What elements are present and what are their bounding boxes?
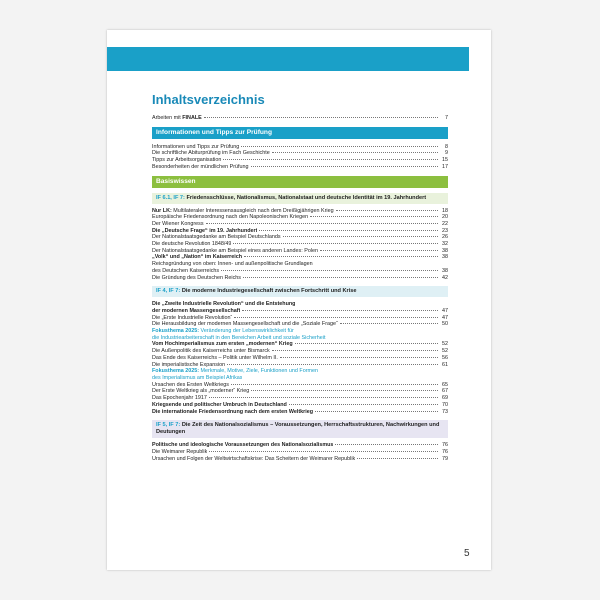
header-color-bar <box>107 47 469 71</box>
toc-entry <box>152 348 448 355</box>
dot-leader <box>272 350 438 351</box>
chapter-title: Friedensschlüsse, Nationalismus, Nationalstaat und deutsche Identität im 19. Jahrhundert <box>186 194 427 201</box>
chapter-if-label: IF 5, IF 7: <box>156 422 181 429</box>
section-header-basiswissen: Basiswissen <box>152 176 448 188</box>
toc-page-number: 79 <box>442 455 448 462</box>
toc-page-number: 65 <box>442 381 448 388</box>
toc-entry-text: Die Gründung des Deutschen Reichs <box>152 274 241 281</box>
toc-page-number: 69 <box>442 395 448 402</box>
toc-entry <box>152 456 448 463</box>
dot-leader <box>233 243 438 244</box>
toc-entry-text: Die „Zweite Industrielle Revolution“ und die Entstehung <box>152 301 296 308</box>
chapter-header-2 <box>152 286 448 297</box>
toc-page-number: 38 <box>442 247 448 254</box>
toc-page-number: 23 <box>442 227 448 234</box>
toc-entry <box>152 164 448 171</box>
toc-entry-keyword: Fokusthema 2025: <box>152 328 200 335</box>
table-of-contents <box>152 92 448 462</box>
toc-entry <box>152 409 448 416</box>
toc-entry-text: Nur LK: Multilateraler Interessensausgleich nach dem Dreißigjährigen Krieg <box>152 207 334 214</box>
toc-entry-text: Die „Erste Industrielle Revolution“ <box>152 314 233 321</box>
toc-entry <box>152 248 448 255</box>
toc-entry <box>152 157 448 164</box>
toc-page-number: 38 <box>442 254 448 261</box>
dot-leader <box>357 458 438 459</box>
toc-entry <box>152 208 448 215</box>
toc-entry-strong: FINALE <box>182 115 202 121</box>
toc-entry <box>152 328 448 335</box>
dot-leader <box>209 397 438 398</box>
toc-entry <box>152 388 448 395</box>
dot-leader <box>241 146 438 147</box>
toc-entry <box>152 261 448 268</box>
dot-leader <box>310 216 438 217</box>
toc-entry <box>152 368 448 375</box>
dot-leader <box>209 451 438 452</box>
toc-entry <box>152 254 448 261</box>
toc-page-number: 22 <box>442 220 448 227</box>
toc-page-number: 32 <box>442 241 448 248</box>
toc-entry <box>152 355 448 362</box>
toc-entry <box>152 268 448 275</box>
toc-page-number: 61 <box>442 361 448 368</box>
toc-entry-text: Besonderheiten der mündlichen Prüfung <box>152 163 249 170</box>
toc-entry-text: Der Nationalstaatsgedanke am Beispiel eines anderen Landes: Polen <box>152 247 319 254</box>
toc-page-number: 47 <box>442 307 448 314</box>
toc-entry-text: Die „Deutsche Frage“ im 19. Jahrhundert <box>152 227 258 234</box>
toc-entry-text: Vom Hochimperialismus zum ersten „modernen“ Krieg <box>152 341 293 348</box>
toc-entry-text: der modernen Massengesellschaft <box>152 307 241 314</box>
dot-leader <box>227 364 438 365</box>
toc-page-number: 15 <box>442 157 448 164</box>
chapter-entries-3 <box>152 442 448 462</box>
page-number: 5 <box>464 548 470 559</box>
toc-entry <box>152 315 448 322</box>
toc-entry <box>152 395 448 402</box>
toc-entry-text: die Industriearbeiterschaft in den Bereichen Arbeit und soziale Sicherheit <box>152 334 326 341</box>
toc-entry-text: Der Erste Weltkrieg als „moderner“ Krieg <box>152 388 250 395</box>
page-title: Inhaltsverzeichnis <box>152 92 265 107</box>
toc-page-number: 26 <box>442 234 448 241</box>
chapter-entries-2 <box>152 301 448 415</box>
toc-entry-text: Das Epochenjahr 1917 <box>152 395 207 402</box>
toc-entry <box>152 449 448 456</box>
dot-leader <box>251 166 439 167</box>
toc-entry-text: Ursachen des Ersten Weltkriegs <box>152 381 229 388</box>
toc-entry <box>152 241 448 248</box>
toc-page-number: 52 <box>442 341 448 348</box>
toc-entry <box>152 321 448 328</box>
dot-leader <box>340 323 438 324</box>
toc-page-number: 70 <box>442 401 448 408</box>
toc-entry-text: Die Herausbildung der modernen Massengesellschaft und die „Soziale Frage“ <box>152 321 338 328</box>
toc-entry-text: Das Ende des Kaiserreichs – Politik unter Wilhelm II. <box>152 354 278 361</box>
toc-entry-text: Die schriftliche Abiturprüfung im Fach Geschichte <box>152 150 270 157</box>
toc-entry <box>152 115 448 122</box>
chapter-header-1 <box>152 193 448 204</box>
dot-leader <box>231 384 438 385</box>
toc-page-number: 18 <box>442 207 448 214</box>
toc-entry <box>152 234 448 241</box>
toc-entry <box>152 375 448 382</box>
toc-entry-keyword: Fokusthema 2025: <box>152 368 200 375</box>
toc-entry-text: Ursachen und Folgen der Weltwirtschaftskrise: Das Scheitern der Weimarer Republik <box>152 455 356 462</box>
dot-leader <box>223 159 438 160</box>
toc-entry-text: Kriegsende und politischer Umbruch in Deutschland <box>152 401 287 408</box>
dot-leader <box>243 277 438 278</box>
toc-page-number: 76 <box>442 448 448 455</box>
toc-page-number: 52 <box>442 348 448 355</box>
toc-entry-text: Die internationale Friedensordnung nach dem ersten Weltkrieg <box>152 408 314 415</box>
dot-leader <box>295 343 438 344</box>
toc-entry <box>152 221 448 228</box>
chapter-entries-1 <box>152 208 448 282</box>
section-entries-info <box>152 144 448 171</box>
chapter-title: Die moderne Industriegesellschaft zwischen Fortschritt und Krise <box>181 288 357 295</box>
dot-leader <box>204 117 438 118</box>
dot-leader <box>221 270 438 271</box>
toc-entry <box>152 144 448 151</box>
dot-leader <box>283 236 438 237</box>
dot-leader <box>234 317 438 318</box>
toc-entry <box>152 308 448 315</box>
dot-leader <box>289 404 438 405</box>
chapter-header-3 <box>152 420 448 438</box>
toc-entry <box>152 402 448 409</box>
toc-page-number: 76 <box>442 442 448 449</box>
toc-entry <box>152 362 448 369</box>
toc-entry-text: Die deutsche Revolution 1848/49 <box>152 241 232 248</box>
toc-entry-text: Fokusthema 2025: Veränderung der Lebenswirklichkeit für <box>152 328 294 335</box>
dot-leader <box>336 210 438 211</box>
toc-entry-text: Tipps zur Arbeitsorganisation <box>152 157 222 164</box>
dot-leader <box>259 230 438 231</box>
dot-leader <box>320 250 438 251</box>
dot-leader <box>242 310 438 311</box>
toc-entry-text: Reichsgründung von oben: Innen- und außenpolitische Grundlagen <box>152 261 313 268</box>
toc-entry <box>152 301 448 308</box>
section-header-info: Informationen und Tipps zur Prüfung <box>152 127 448 139</box>
chapter-if-label: IF 6.1, IF 7: <box>156 194 185 201</box>
toc-page-number: 20 <box>442 214 448 221</box>
toc-entry <box>152 275 448 282</box>
toc-entry-text: des Deutschen Kaiserreichs <box>152 267 220 274</box>
toc-entry-text: Politische und ideologische Voraussetzungen des Nationalsozialismus <box>152 442 334 449</box>
toc-entry <box>152 442 448 449</box>
dot-leader <box>244 256 438 257</box>
toc-page-number: 73 <box>442 408 448 415</box>
toc-entry <box>152 228 448 235</box>
toc-entry-text: Die Weimarer Republik <box>152 448 208 455</box>
toc-page-number: 42 <box>442 274 448 281</box>
toc-page-number: 56 <box>442 354 448 361</box>
dot-leader <box>315 411 438 412</box>
toc-page-number: 9 <box>445 150 448 157</box>
chapter-if-label: IF 4, IF 7: <box>156 288 181 295</box>
toc-entry-text: Arbeiten mit <box>152 115 183 121</box>
toc-entry-text: Der Nationalstaatsgedanke am Beispiel Deutschlands <box>152 234 281 241</box>
toc-page-number: 17 <box>442 163 448 170</box>
toc-entry <box>152 335 448 342</box>
toc-entry-text: „Volk“ und „Nation“ im Kaiserreich <box>152 254 243 261</box>
dot-leader <box>335 444 438 445</box>
toc-entry-text: Fokusthema 2025: Merkmale, Motive, Ziele, Funktionen und Formen <box>152 368 318 375</box>
toc-page-number: 7 <box>445 115 448 121</box>
toc-page-number: 50 <box>442 321 448 328</box>
toc-entry <box>152 341 448 348</box>
toc-page-number: 67 <box>442 388 448 395</box>
toc-entry-text: Informationen und Tipps zur Prüfung <box>152 143 240 150</box>
toc-entry-text: Der Wiener Kongress <box>152 220 204 227</box>
toc-page-number: 8 <box>445 143 448 150</box>
dot-leader <box>206 223 438 224</box>
toc-page-number: 47 <box>442 314 448 321</box>
dot-leader <box>251 390 438 391</box>
chapter-title: Die Zeit des Nationalsozialismus – Voraussetzungen, Herrschaftsstrukturen, Nachwirkungen und Deutungen <box>156 422 440 436</box>
toc-entry <box>152 150 448 157</box>
toc-entry-keyword: Nur LK: <box>152 207 172 214</box>
toc-entry-text: Die Außenpolitik des Kaiserreichs unter Bismarck <box>152 348 270 355</box>
toc-entry <box>152 214 448 221</box>
toc-entry-text: Europäische Friedensordnung nach den Napoleonischen Kriegen <box>152 214 309 221</box>
dot-leader <box>272 152 438 153</box>
toc-entry-text: Die imperialistische Expansion <box>152 361 226 368</box>
toc-entry-text: des Imperialismus am Beispiel Afrikas <box>152 374 243 381</box>
dot-leader <box>280 357 438 358</box>
toc-entry <box>152 382 448 389</box>
toc-page-number: 38 <box>442 267 448 274</box>
